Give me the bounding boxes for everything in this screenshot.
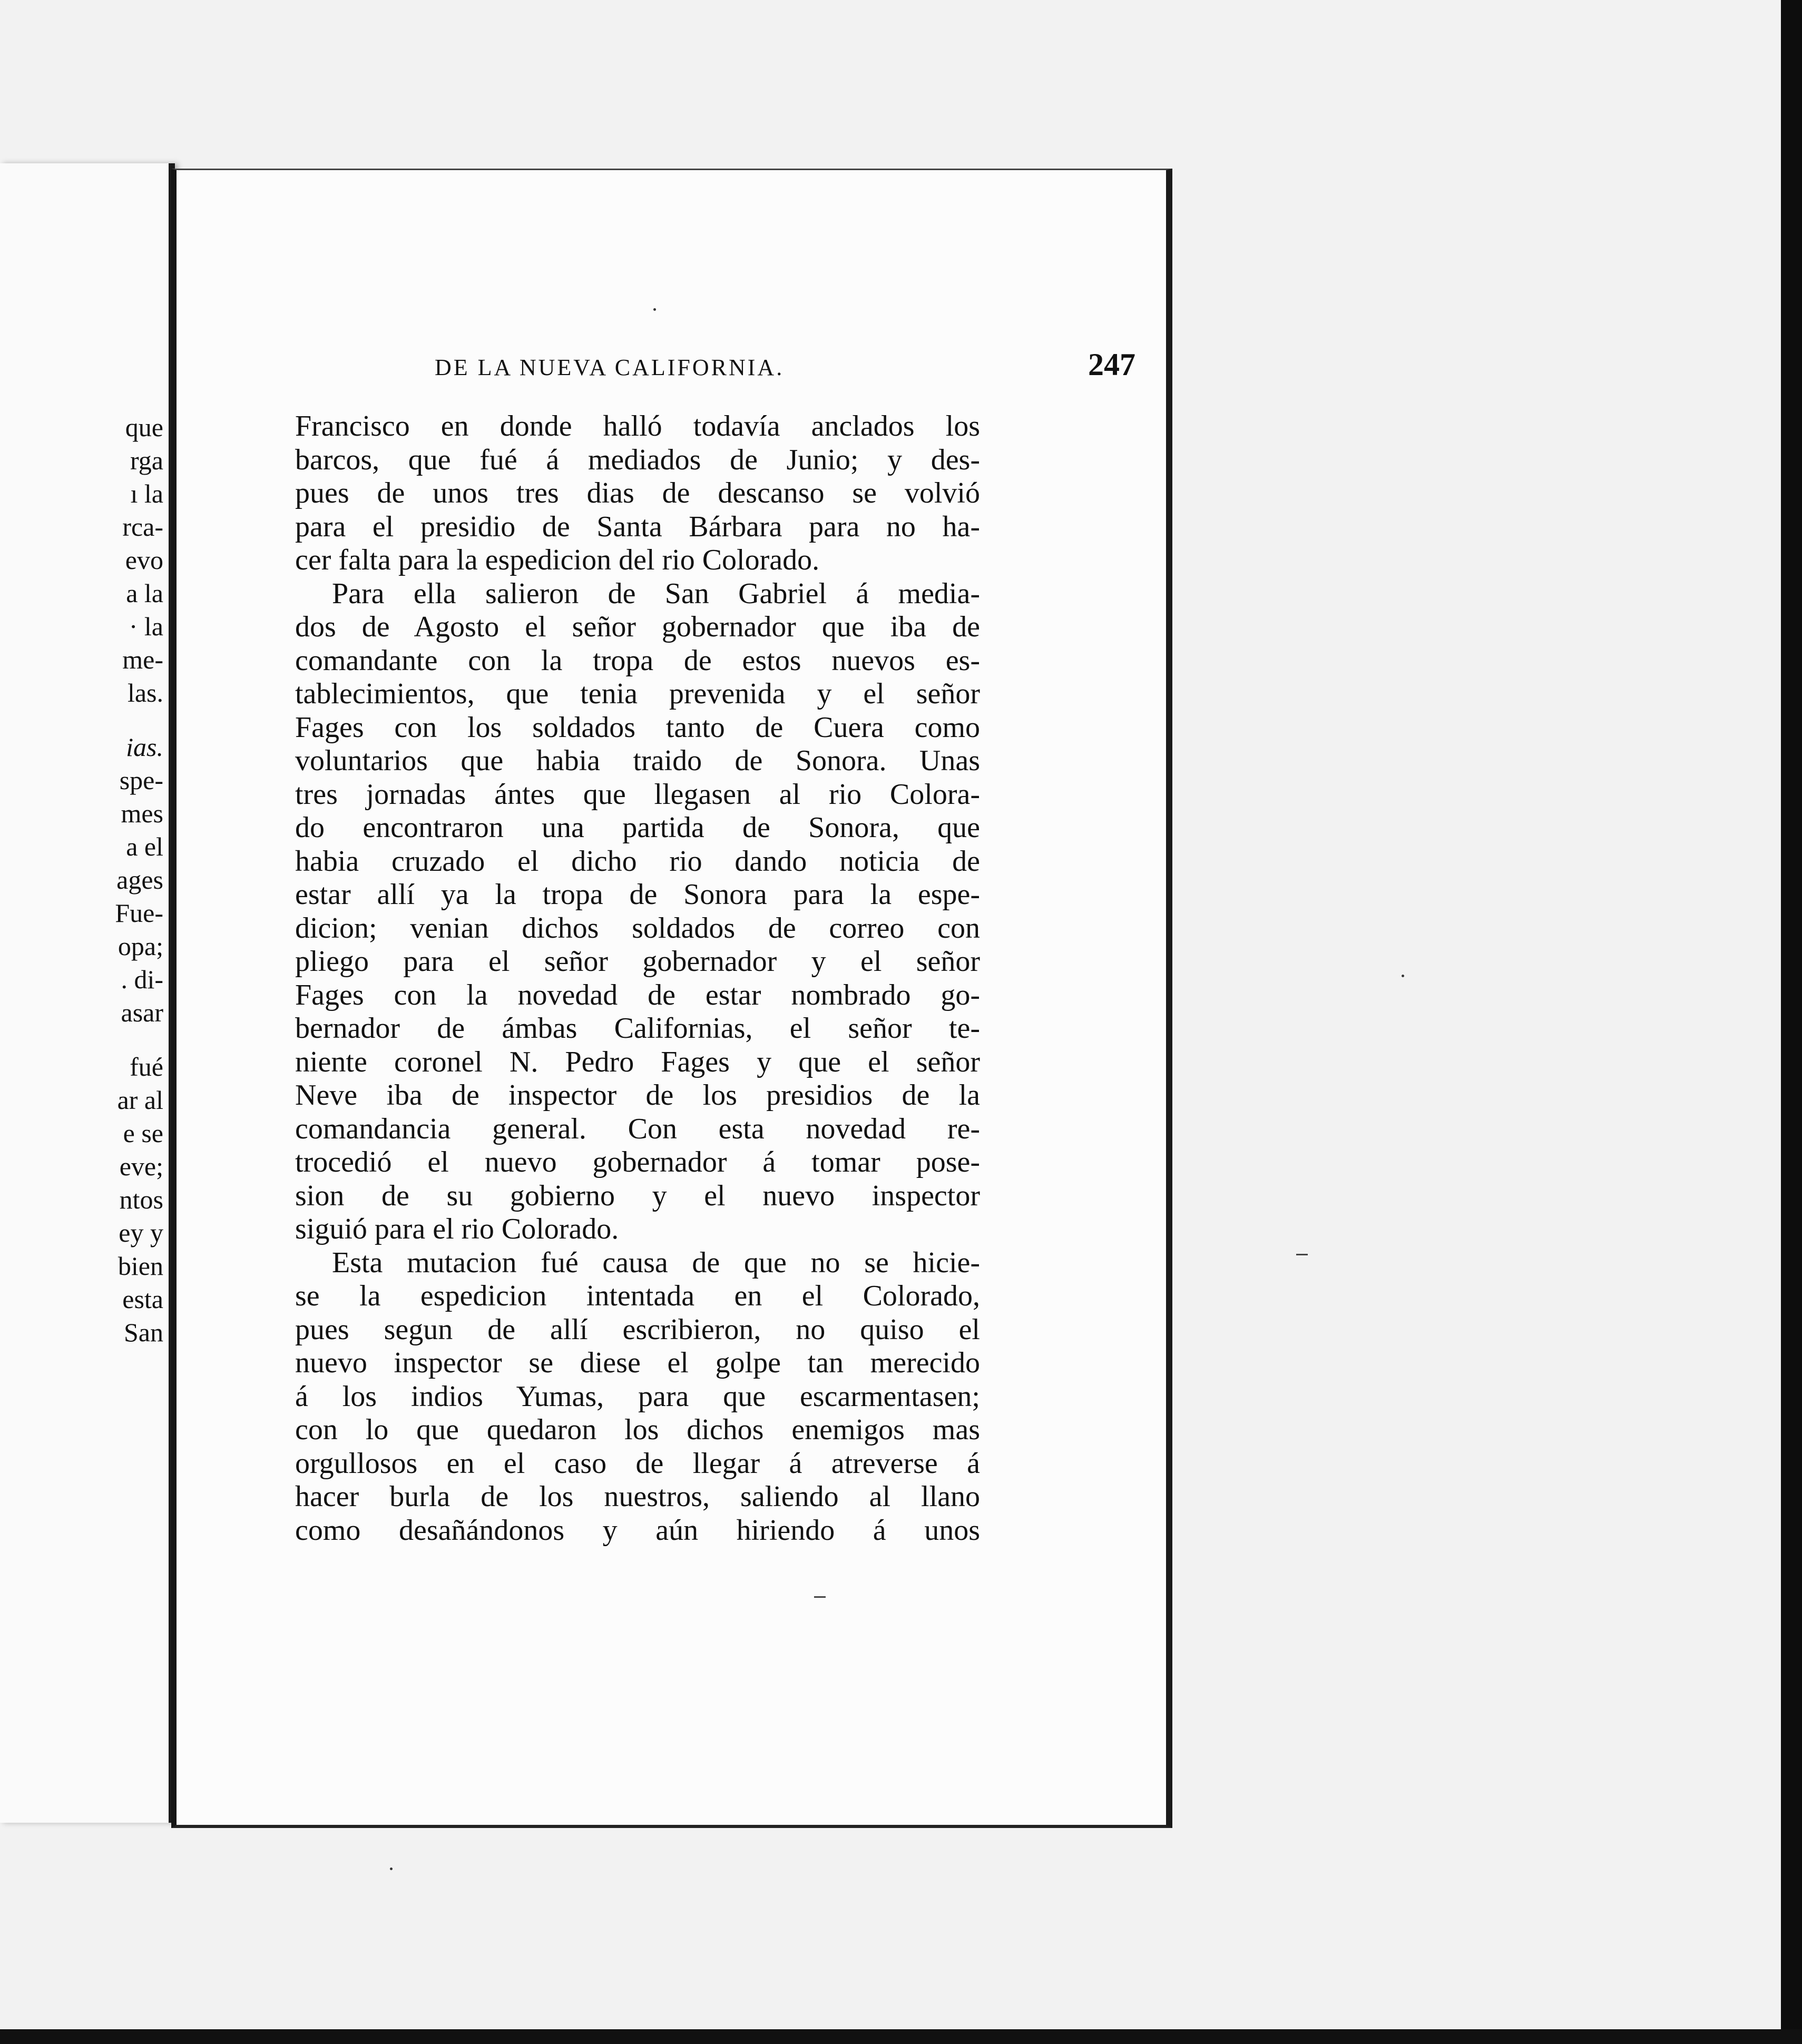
text-line: habia cruzado el dicho rio dando noticia de [295,844,980,878]
facing-page-fragment: rga [130,446,163,475]
text-line: voluntarios que habia traido de Sonora. Unas [295,744,980,777]
facing-page-fragment: mes [121,799,163,828]
text-line: se la espedicion intentada en el Colorado, [295,1280,980,1312]
scan-speck [653,308,656,311]
facing-page-fragment: evo [125,545,163,575]
text-line: Francisco en donde halló todavía anclados los [295,410,980,443]
facing-page-fragment: me- [122,645,163,674]
book-page [171,169,1172,1828]
facing-page-fragment: . di- [121,965,163,994]
text-line: Fages con los soldados tanto de Cuera como [295,711,980,744]
text-line: niente coronel N. Pedro Fages y que el señor [295,1045,980,1078]
text-line: tres jornadas ántes que llegasen al rio Colora- [295,778,980,811]
facing-page-fragment: fué [130,1052,163,1082]
text-line: pues de unos tres dias de descanso se volvió [295,477,980,509]
facing-page-fragment: ias. [126,732,163,762]
facing-page-fragment: asar [121,998,163,1027]
facing-page-fragment: ar al [117,1085,163,1115]
text-line: tablecimientos, que tenia prevenida y el señor [295,677,980,710]
text-line: siguió para el rio Colorado. [295,1213,619,1245]
text-line: trocedió el nuevo gobernador á tomar pose- [295,1146,980,1178]
text-line: bernador de ámbas Californias, el señor te- [295,1012,980,1045]
facing-page-left [0,163,175,1823]
text-line: dicion; venian dichos soldados de correo con [295,911,980,945]
text-line: do encontraron una partida de Sonora, que [295,811,980,844]
facing-page-fragment: Fue- [115,898,163,928]
facing-page-fragment: spe- [119,765,163,795]
text-line: Neve iba de inspector de los presidios de la [295,1079,980,1112]
text-line: á los indios Yumas, para que escarmentasen; [295,1380,980,1413]
scan-mark [814,1596,826,1598]
facing-page-fragment: eve; [119,1152,163,1181]
text-line: nuevo inspector se diese el golpe tan merecido [295,1347,980,1379]
text-line: cer falta para la espedicion del rio Colorado. [295,544,820,576]
facing-page-fragment: e se [123,1118,163,1148]
facing-page-gap [5,1029,163,1050]
body-text [295,410,980,1547]
text-line: Para ella salieron de San Gabriel á media- [332,577,980,610]
facing-page-fragment: ey y [119,1218,163,1247]
running-head-title: DE LA NUEVA CALIFORNIA. [435,355,785,380]
facing-page-text-fragments [5,411,163,1349]
facing-page-fragment: a el [126,832,163,861]
scan-speck [390,1868,393,1870]
facing-page-fragment: opa; [117,931,163,961]
scan-edge-bottom [0,2029,1802,2044]
scan-mark [1296,1254,1308,1255]
text-line: orgullosos en el caso de llegar á atreverse á [295,1447,980,1480]
scan-speck [1402,975,1404,977]
facing-page-fragment: esta [122,1284,163,1314]
text-line: con lo que quedaron los dichos enemigos mas [295,1413,980,1446]
page-number: 247 [1088,347,1135,382]
text-line: sion de su gobierno y el nuevo inspector [295,1179,980,1212]
facing-page-fragment: que [125,412,163,442]
text-line: estar allí ya la tropa de Sonora para la espe- [295,878,980,911]
paragraph [295,1246,980,1548]
facing-page-gap [5,710,163,731]
paragraph [295,410,980,577]
facing-page-fragment: ntos [119,1185,163,1214]
text-line: hacer burla de los nuestros, saliendo al llano [295,1480,980,1513]
running-head [435,347,1135,389]
text-line: como desañándonos y aún hiriendo á unos [295,1514,980,1547]
text-line: pues segun de allí escribieron, no quiso el [295,1313,980,1346]
text-line: barcos, que fué á mediados de Junio; y des- [295,443,980,476]
paragraph [295,577,980,1246]
text-line: comandancia general. Con esta novedad re- [295,1112,980,1145]
facing-page-fragment: ages [116,865,163,895]
facing-page-fragment: rca- [122,512,163,542]
facing-page-fragment: ı la [130,479,163,508]
facing-page-fragment: las. [127,678,163,707]
text-line: comandante con la tropa de estos nuevos es- [295,644,980,677]
scan-edge-right [1781,0,1802,2044]
text-line: para el presidio de Santa Bárbara para no ha- [295,510,980,543]
facing-page-fragment: San [124,1318,163,1347]
text-line: pliego para el señor gobernador y el señor [295,945,980,978]
facing-page-fragment: a la [126,578,163,608]
text-line: Fages con la novedad de estar nombrado go- [295,978,980,1011]
text-line: dos de Agosto el señor gobernador que iba de [295,611,980,643]
facing-page-fragment: · la [129,612,163,641]
text-line: Esta mutacion fué causa de que no se hicie- [332,1246,980,1279]
facing-page-fragment: bien [117,1251,163,1281]
